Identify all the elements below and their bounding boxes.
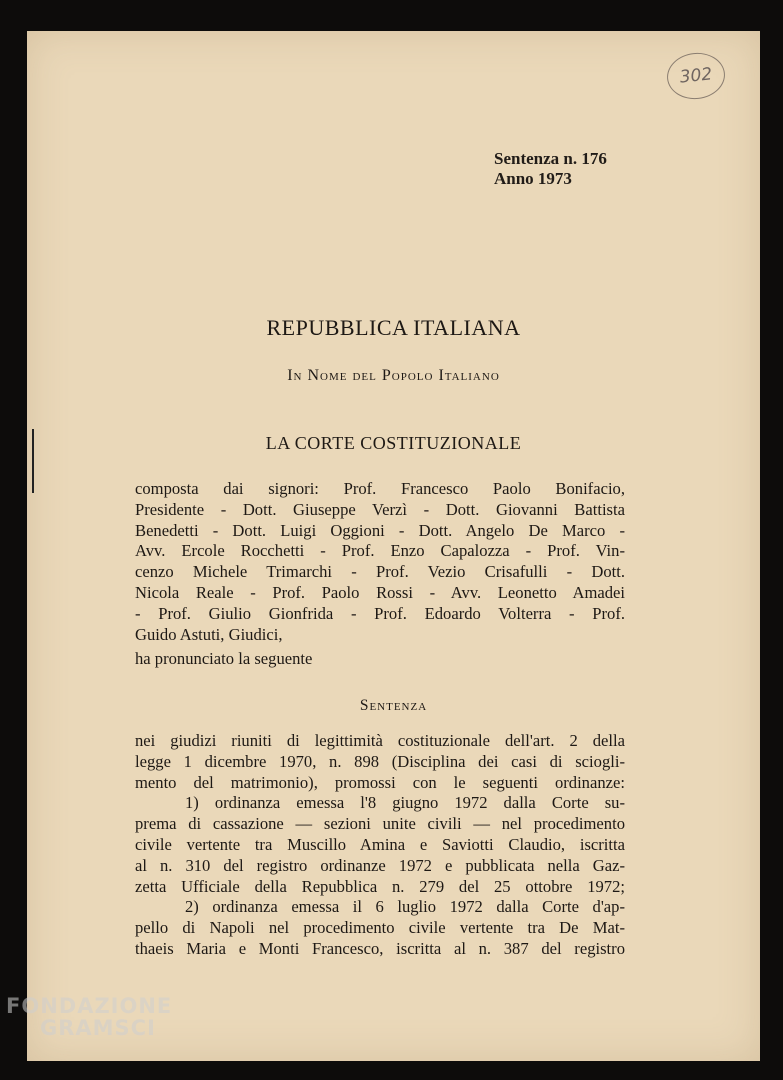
text-line: nei giudizi riuniti di legittimità costituzionale dell'art. 2 della: [135, 731, 625, 750]
composition-paragraph: [135, 479, 625, 645]
sentence-heading: Sentenza: [359, 697, 428, 714]
document-page: [27, 31, 760, 1061]
text-line: legge 1 dicembre 1970, n. 898 (Disciplina dei casi di sciogli-: [135, 751, 625, 771]
composition-line: composta dai signori: Prof. Francesco Paolo Bonifacio,: [135, 479, 625, 498]
composition-line: Presidente - Dott. Giuseppe Verzì - Dott. Giovanni Battista: [135, 499, 625, 519]
document-subtitle: In Nome del Popolo Italiano: [287, 367, 500, 384]
archive-stamp: 302: [665, 50, 727, 102]
text-line: zetta Ufficiale della Repubblica n. 279 del 25 ottobre 1972;: [135, 876, 625, 896]
composition-line: Avv. Ercole Rocchetti - Prof. Enzo Capalozza - Prof. Vin-: [135, 541, 625, 561]
sentence-reference: [494, 149, 607, 189]
court-heading: LA CORTE COSTITUZIONALE: [265, 433, 522, 453]
composition-line: Nicola Reale - Prof. Paolo Rossi - Avv. Leonetto Amadei: [135, 582, 625, 602]
watermark-line1: FONDAZIONE: [6, 994, 173, 1018]
text-line: 1) ordinanza emessa l'8 giugno 1972 dalla Corte su-: [185, 793, 625, 813]
text-line: mento del matrimonio), promossi con le seguenti ordinanze:: [135, 772, 625, 792]
judgment-text: [135, 731, 625, 960]
sentence-number: Sentenza n. 176: [494, 149, 607, 168]
document-title: REPUBBLICA ITALIANA: [266, 315, 521, 340]
text-line: 2) ordinanza emessa il 6 luglio 1972 dalla Corte d'ap-: [185, 897, 625, 917]
text-line: prema di cassazione — sezioni unite civili — nel procedimento: [135, 814, 625, 834]
watermark-logo: [6, 994, 172, 1040]
composition-line: Benedetti - Dott. Luigi Oggioni - Dott. Angelo De Marco -: [135, 520, 625, 540]
pronounced-line: ha pronunciato la seguente: [135, 649, 313, 668]
composition-line: - Prof. Giulio Gionfrida - Prof. Edoardo Volterra - Prof.: [135, 603, 625, 623]
watermark-line2: GRAMSCI: [40, 1016, 156, 1040]
composition-line: Guido Astuti, Giudici,: [135, 624, 283, 644]
sentence-year: Anno 1973: [494, 169, 572, 188]
text-line: thaeis Maria e Monti Francesco, iscritta al n. 387 del registro: [135, 938, 625, 958]
text-line: al n. 310 del registro ordinanze 1972 e pubblicata nella Gaz-: [135, 855, 625, 875]
text-line: civile vertente tra Muscillo Amina e Saviotti Claudio, iscritta: [135, 834, 625, 854]
composition-line: cenzo Michele Trimarchi - Prof. Vezio Crisafulli - Dott.: [135, 562, 625, 582]
text-line: pello di Napoli nel procedimento civile vertente tra De Mat-: [135, 918, 625, 938]
